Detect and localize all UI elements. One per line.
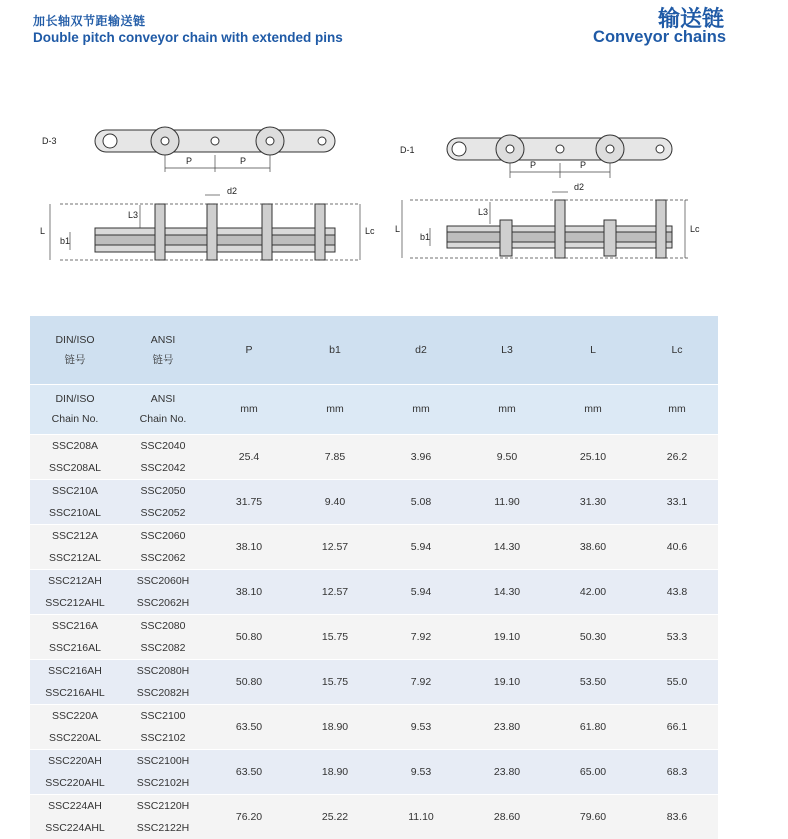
cell-d2: 7.92: [410, 630, 432, 643]
left-b1-label: b1: [60, 236, 71, 246]
ansi-chain-no: SSC2120H SSC2122H: [136, 799, 190, 834]
header-din-en: DIN/ISO Chain No.: [51, 393, 99, 425]
ansi-chain-no: SSC2080 SSC2082: [140, 619, 186, 654]
brand-title-english: Conveyor chains: [593, 28, 726, 46]
cell-p: 38.10: [235, 585, 263, 598]
cell-d2: 9.53: [410, 765, 432, 778]
header-l3: L3: [501, 343, 513, 356]
header-ansi-cn: ANSI 链号: [150, 333, 176, 366]
left-l3-label: L3: [128, 210, 139, 220]
cell-b1: 7.85: [324, 450, 346, 463]
right-p-label-2: P: [580, 160, 587, 170]
din-chain-no: SSC224AH SSC224AHL: [45, 799, 105, 834]
cell-l3: 19.10: [493, 675, 521, 688]
right-p-label-1: P: [530, 160, 537, 170]
ansi-chain-no: SSC2050 SSC2052: [140, 484, 186, 519]
cell-l: 79.60: [579, 810, 607, 823]
cell-l3: 14.30: [493, 585, 521, 598]
din-chain-no: SSC216AH SSC216AHL: [45, 664, 105, 699]
table-row: [30, 749, 718, 794]
cell-d2: 9.53: [410, 720, 432, 733]
left-chain-top-view: [95, 127, 335, 155]
header-lc: Lc: [671, 343, 683, 356]
table-row: [30, 524, 718, 569]
header-d2: d2: [415, 343, 427, 356]
din-chain-no: SSC220A SSC220AL: [49, 709, 101, 744]
ansi-chain-no: SSC2040 SSC2042: [140, 439, 186, 474]
table-row: [30, 614, 718, 659]
left-l-label: L: [40, 226, 46, 236]
cell-b1: 15.75: [321, 675, 349, 688]
cell-p: 31.75: [235, 495, 263, 508]
ansi-chain-no: SSC2100 SSC2102: [140, 709, 186, 744]
ansi-chain-no: SSC2060H SSC2062H: [136, 574, 190, 609]
cell-l: 50.30: [579, 630, 607, 643]
cell-b1: 18.90: [321, 720, 349, 733]
cell-l3: 19.10: [493, 630, 521, 643]
left-lc-label: Lc: [365, 226, 375, 236]
table-row: [30, 794, 718, 839]
header-l: L: [590, 343, 596, 356]
cell-b1: 12.57: [321, 585, 349, 598]
ansi-chain-no: SSC2100H SSC2102H: [136, 754, 190, 789]
unit-b1: mm: [326, 403, 344, 415]
cell-p: 50.80: [235, 675, 263, 688]
cell-d2: 7.92: [410, 675, 432, 688]
left-p-label-1: P: [186, 156, 193, 166]
right-lc-label: Lc: [690, 224, 700, 234]
cell-b1: 25.22: [321, 810, 349, 823]
cell-b1: 12.57: [321, 540, 349, 553]
right-chain-top-view: [447, 135, 672, 163]
cell-d2: 5.94: [410, 585, 432, 598]
cell-l: 25.10: [579, 450, 607, 463]
table-row: [30, 659, 718, 704]
din-chain-no: SSC208A SSC208AL: [49, 439, 101, 474]
left-d2-label: d2: [227, 186, 238, 196]
cell-b1: 15.75: [321, 630, 349, 643]
cell-l: 65.00: [579, 765, 607, 778]
ansi-chain-no: SSC2080H SSC2082H: [136, 664, 190, 699]
cell-d2: 11.10: [408, 810, 434, 823]
cell-l: 53.50: [579, 675, 607, 688]
header-p: P: [245, 343, 253, 356]
cell-lc: 68.3: [666, 765, 688, 778]
chain-diagrams: [0, 0, 788, 300]
cell-lc: 40.6: [666, 540, 688, 553]
cell-l3: 9.50: [496, 450, 518, 463]
cell-lc: 26.2: [666, 450, 688, 463]
title-english: Double pitch conveyor chain with extended pins: [33, 30, 343, 45]
din-chain-no: SSC212AH SSC212AHL: [45, 574, 105, 609]
cell-b1: 18.90: [321, 765, 349, 778]
cell-b1: 9.40: [324, 495, 346, 508]
table-body: [30, 434, 718, 839]
left-diagram-label: D-3: [42, 136, 57, 146]
header-din-cn: DIN/ISO 链号: [55, 333, 95, 366]
cell-l3: 28.60: [493, 810, 521, 823]
table-row: [30, 434, 718, 479]
cell-d2: 5.94: [410, 540, 432, 553]
cell-l: 38.60: [579, 540, 607, 553]
table-row: [30, 704, 718, 749]
spec-table: [30, 316, 718, 839]
unit-l3: mm: [498, 403, 516, 415]
table-row: [30, 479, 718, 524]
unit-p: mm: [240, 403, 258, 415]
unit-lc: mm: [668, 403, 686, 415]
header-ansi-en: ANSI Chain No.: [139, 393, 187, 425]
unit-l: mm: [584, 403, 602, 415]
table-header-row-1: [30, 316, 718, 384]
cell-l3: 11.90: [494, 495, 520, 508]
table-header-row-2: [30, 384, 718, 434]
unit-d2: mm: [412, 403, 430, 415]
din-chain-no: SSC220AH SSC220AHL: [45, 754, 105, 789]
cell-l3: 14.30: [493, 540, 521, 553]
cell-p: 50.80: [235, 630, 263, 643]
cell-l: 31.30: [579, 495, 607, 508]
cell-l3: 23.80: [493, 720, 521, 733]
header-b1: b1: [329, 343, 341, 356]
cell-lc: 53.3: [666, 630, 688, 643]
right-diagram-label: D-1: [400, 145, 415, 155]
left-p-label-2: P: [240, 156, 247, 166]
cell-l: 61.80: [579, 720, 607, 733]
cell-lc: 43.8: [666, 585, 688, 598]
brand-title-chinese: 输送链: [657, 7, 724, 32]
din-chain-no: SSC216A SSC216AL: [49, 619, 101, 654]
ansi-chain-no: SSC2060 SSC2062: [140, 529, 186, 564]
cell-p: 38.10: [235, 540, 263, 553]
cell-p: 63.50: [235, 720, 263, 733]
cell-lc: 66.1: [666, 720, 688, 733]
cell-l: 42.00: [579, 585, 607, 598]
right-l-label: L: [395, 224, 401, 234]
cell-lc: 33.1: [666, 495, 688, 508]
cell-lc: 55.0: [666, 675, 688, 688]
cell-p: 76.20: [235, 810, 263, 823]
title-chinese: 加长轴双节距输送链: [33, 14, 146, 28]
right-b1-label: b1: [420, 232, 431, 242]
right-l3-label: L3: [478, 207, 489, 217]
cell-p: 25.4: [238, 450, 260, 463]
cell-d2: 3.96: [410, 450, 432, 463]
table-row: [30, 569, 718, 614]
cell-d2: 5.08: [410, 495, 432, 508]
cell-lc: 83.6: [666, 810, 688, 823]
din-chain-no: SSC212A SSC212AL: [49, 529, 101, 564]
din-chain-no: SSC210A SSC210AL: [49, 484, 101, 519]
right-d2-label: d2: [574, 182, 585, 192]
cell-p: 63.50: [235, 765, 263, 778]
cell-l3: 23.80: [493, 765, 521, 778]
